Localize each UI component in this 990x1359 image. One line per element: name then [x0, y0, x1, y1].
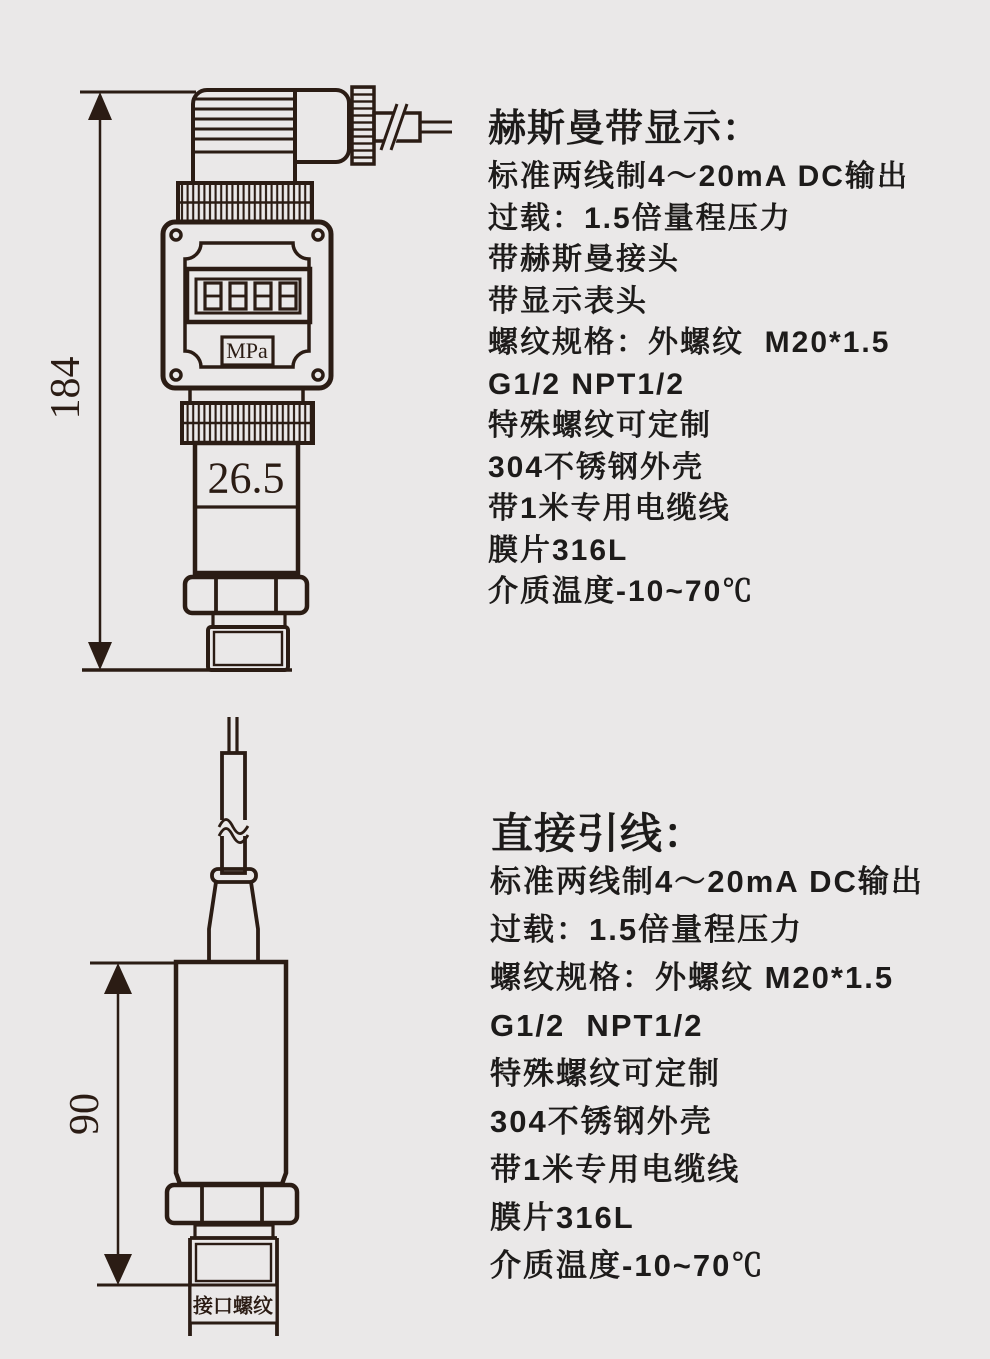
spec-line: 304不锈钢外壳: [488, 450, 705, 484]
spec-line: 带赫斯曼接头: [488, 243, 680, 276]
spec-line: G1/2 NPT1/2: [488, 367, 686, 401]
spec-line: 标准两线制4～20mA DC输出: [488, 160, 909, 193]
spec-line: 螺纹规格：外螺纹 M20*1.5: [490, 960, 895, 995]
spec-line: 带显示表头: [488, 284, 648, 318]
top-spec-list: [488, 156, 909, 613]
cable-lead: [209, 717, 258, 961]
spec-line: 介质温度-10~70℃: [488, 575, 755, 608]
spec-line: 膜片316L: [490, 1200, 635, 1235]
spec-line: G1/2 NPT1/2: [490, 1008, 704, 1043]
hex-nut: [185, 577, 307, 613]
spec-line: 介质温度-10~70℃: [490, 1248, 765, 1283]
top-spec-title: 赫斯曼带显示：: [488, 108, 762, 150]
spec-line: 特殊螺纹可定制: [490, 1056, 721, 1091]
bottom-spec-list: [490, 858, 924, 1290]
spec-line: 过载：1.5倍量程压力: [488, 201, 792, 235]
cable-collar: [212, 869, 256, 882]
hex-nut-bottom: [167, 1185, 297, 1223]
thread-stub: [208, 627, 288, 670]
dimension-label-90: 90: [62, 1093, 108, 1135]
thread-stub-bottom: [190, 1238, 277, 1336]
spec-line: 螺纹规格：外螺纹 M20*1.5: [488, 326, 891, 359]
knurled-ring-lower: [182, 403, 313, 443]
spec-line: 304不锈钢外壳: [490, 1104, 713, 1139]
cable-gland: [352, 87, 374, 164]
dimension-label-184: 184: [43, 356, 89, 420]
sensor-body-bottom: [176, 962, 286, 1184]
cable-with-break: [374, 102, 452, 152]
spec-line: 带1米专用电缆线: [490, 1152, 741, 1187]
spec-line: 过载：1.5倍量程压力: [490, 912, 804, 947]
knurled-ring-upper: [178, 183, 312, 222]
spec-line: 膜片316L: [488, 533, 629, 567]
display-unit-label: MPa: [226, 338, 268, 363]
body-size-label: 26.5: [207, 453, 285, 503]
spec-line: 标准两线制4～20mA DC输出: [490, 864, 924, 899]
spec-line: 特殊螺纹可定制: [488, 409, 712, 442]
step-ring-bottom: [195, 1225, 273, 1238]
spec-line: 带1米专用电缆线: [488, 492, 731, 525]
bottom-spec-title: 直接引线：: [491, 810, 707, 857]
hirschmann-connector: [193, 87, 374, 183]
thread-port-label: 接口螺纹: [193, 1295, 273, 1318]
